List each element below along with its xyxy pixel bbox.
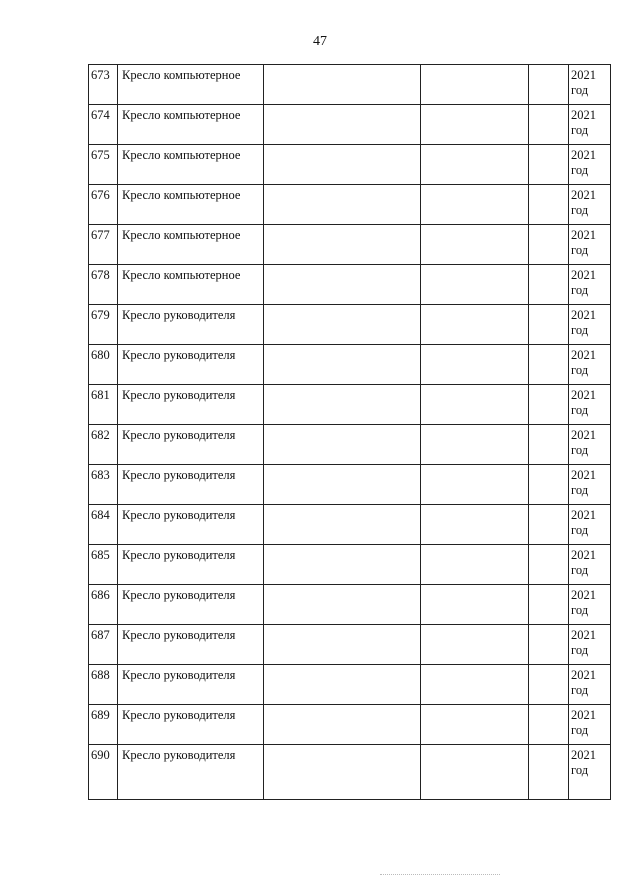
table-row <box>89 65 611 105</box>
empty-cell <box>264 65 421 105</box>
item-name-cell: Кресло руководителя <box>118 745 264 800</box>
year-cell <box>569 745 611 800</box>
year-unit: год <box>571 643 589 657</box>
table-row <box>89 425 611 465</box>
item-name-cell: Кресло руководителя <box>118 385 264 425</box>
year-cell <box>569 545 611 585</box>
item-name-cell: Кресло компьютерное <box>118 105 264 145</box>
empty-cell <box>421 585 529 625</box>
row-number-cell: 677 <box>89 225 118 265</box>
year-unit: год <box>571 523 589 537</box>
year-unit: год <box>571 443 589 457</box>
empty-cell <box>529 585 569 625</box>
empty-cell <box>264 505 421 545</box>
page-number: 47 <box>313 34 327 49</box>
empty-cell <box>529 465 569 505</box>
empty-cell <box>529 665 569 705</box>
empty-cell <box>529 625 569 665</box>
item-name-cell: Кресло руководителя <box>118 625 264 665</box>
empty-cell <box>421 185 529 225</box>
year-unit: год <box>571 323 589 337</box>
empty-cell <box>421 625 529 665</box>
row-number-cell: 690 <box>89 745 118 800</box>
year-value: 2021 <box>571 388 596 402</box>
year-cell <box>569 665 611 705</box>
year-value: 2021 <box>571 268 596 282</box>
year-unit: год <box>571 203 589 217</box>
row-number-cell: 688 <box>89 665 118 705</box>
row-number-cell: 680 <box>89 345 118 385</box>
empty-cell <box>421 145 529 185</box>
item-name-cell: Кресло компьютерное <box>118 65 264 105</box>
empty-cell <box>264 265 421 305</box>
empty-cell <box>421 385 529 425</box>
empty-cell <box>421 705 529 745</box>
item-name-cell: Кресло руководителя <box>118 545 264 585</box>
empty-cell <box>529 185 569 225</box>
year-cell <box>569 625 611 665</box>
year-cell <box>569 185 611 225</box>
empty-cell <box>529 425 569 465</box>
footer-scan-mark <box>380 874 500 875</box>
item-name-cell: Кресло руководителя <box>118 305 264 345</box>
table-row <box>89 265 611 305</box>
empty-cell <box>264 665 421 705</box>
table-row <box>89 185 611 225</box>
table-row <box>89 585 611 625</box>
empty-cell <box>264 705 421 745</box>
row-number-cell: 684 <box>89 505 118 545</box>
year-cell <box>569 345 611 385</box>
row-number-cell: 676 <box>89 185 118 225</box>
item-name-cell: Кресло компьютерное <box>118 225 264 265</box>
item-name-cell: Кресло руководителя <box>118 665 264 705</box>
year-value: 2021 <box>571 588 596 602</box>
year-unit: год <box>571 483 589 497</box>
year-unit: год <box>571 563 589 577</box>
item-name-cell: Кресло руководителя <box>118 505 264 545</box>
empty-cell <box>529 105 569 145</box>
table-row <box>89 345 611 385</box>
year-unit: год <box>571 363 589 377</box>
empty-cell <box>529 385 569 425</box>
empty-cell <box>421 305 529 345</box>
empty-cell <box>529 305 569 345</box>
year-cell <box>569 145 611 185</box>
empty-cell <box>264 465 421 505</box>
year-unit: год <box>571 283 589 297</box>
empty-cell <box>529 705 569 745</box>
row-number-cell: 673 <box>89 65 118 105</box>
empty-cell <box>529 145 569 185</box>
year-unit: год <box>571 403 589 417</box>
year-cell <box>569 585 611 625</box>
empty-cell <box>264 745 421 800</box>
year-value: 2021 <box>571 68 596 82</box>
row-number-cell: 686 <box>89 585 118 625</box>
item-name-cell: Кресло руководителя <box>118 345 264 385</box>
empty-cell <box>529 745 569 800</box>
empty-cell <box>264 145 421 185</box>
year-value: 2021 <box>571 428 596 442</box>
year-cell <box>569 105 611 145</box>
year-unit: год <box>571 83 589 97</box>
empty-cell <box>529 65 569 105</box>
empty-cell <box>264 225 421 265</box>
empty-cell <box>421 65 529 105</box>
table-row <box>89 385 611 425</box>
year-unit: год <box>571 683 589 697</box>
year-value: 2021 <box>571 308 596 322</box>
year-value: 2021 <box>571 348 596 362</box>
year-cell <box>569 65 611 105</box>
empty-cell <box>264 585 421 625</box>
table-row <box>89 305 611 345</box>
empty-cell <box>421 745 529 800</box>
empty-cell <box>264 425 421 465</box>
table-row <box>89 545 611 585</box>
table-row <box>89 145 611 185</box>
year-unit: год <box>571 723 589 737</box>
item-name-cell: Кресло компьютерное <box>118 185 264 225</box>
year-cell <box>569 425 611 465</box>
empty-cell <box>421 665 529 705</box>
empty-cell <box>421 105 529 145</box>
table-row <box>89 705 611 745</box>
year-cell <box>569 385 611 425</box>
year-value: 2021 <box>571 468 596 482</box>
year-value: 2021 <box>571 708 596 722</box>
year-value: 2021 <box>571 628 596 642</box>
year-value: 2021 <box>571 508 596 522</box>
year-cell <box>569 705 611 745</box>
inventory-table-body <box>89 65 611 800</box>
table-row <box>89 505 611 545</box>
item-name-cell: Кресло компьютерное <box>118 265 264 305</box>
empty-cell <box>421 545 529 585</box>
empty-cell <box>421 345 529 385</box>
empty-cell <box>264 305 421 345</box>
empty-cell <box>421 265 529 305</box>
empty-cell <box>264 185 421 225</box>
inventory-table <box>88 64 611 800</box>
row-number-cell: 678 <box>89 265 118 305</box>
year-value: 2021 <box>571 228 596 242</box>
empty-cell <box>421 225 529 265</box>
year-cell <box>569 225 611 265</box>
item-name-cell: Кресло руководителя <box>118 585 264 625</box>
year-unit: год <box>571 243 589 257</box>
table-row <box>89 625 611 665</box>
empty-cell <box>529 545 569 585</box>
empty-cell <box>529 505 569 545</box>
row-number-cell: 683 <box>89 465 118 505</box>
item-name-cell: Кресло руководителя <box>118 425 264 465</box>
year-cell <box>569 265 611 305</box>
row-number-cell: 674 <box>89 105 118 145</box>
empty-cell <box>264 385 421 425</box>
year-cell <box>569 505 611 545</box>
table-row <box>89 745 611 800</box>
item-name-cell: Кресло руководителя <box>118 465 264 505</box>
row-number-cell: 681 <box>89 385 118 425</box>
table-row <box>89 105 611 145</box>
empty-cell <box>421 505 529 545</box>
year-unit: год <box>571 123 589 137</box>
item-name-cell: Кресло руководителя <box>118 705 264 745</box>
table-row <box>89 665 611 705</box>
empty-cell <box>529 225 569 265</box>
year-unit: год <box>571 163 589 177</box>
item-name-cell: Кресло компьютерное <box>118 145 264 185</box>
empty-cell <box>264 345 421 385</box>
year-cell <box>569 465 611 505</box>
table-row <box>89 465 611 505</box>
year-value: 2021 <box>571 548 596 562</box>
empty-cell <box>264 105 421 145</box>
row-number-cell: 679 <box>89 305 118 345</box>
empty-cell <box>421 425 529 465</box>
year-unit: год <box>571 603 589 617</box>
table-row <box>89 225 611 265</box>
empty-cell <box>421 465 529 505</box>
row-number-cell: 685 <box>89 545 118 585</box>
row-number-cell: 687 <box>89 625 118 665</box>
year-value: 2021 <box>571 668 596 682</box>
year-value: 2021 <box>571 148 596 162</box>
row-number-cell: 689 <box>89 705 118 745</box>
row-number-cell: 675 <box>89 145 118 185</box>
year-cell <box>569 305 611 345</box>
empty-cell <box>529 345 569 385</box>
year-value: 2021 <box>571 748 596 762</box>
empty-cell <box>529 265 569 305</box>
year-value: 2021 <box>571 108 596 122</box>
empty-cell <box>264 625 421 665</box>
empty-cell <box>264 545 421 585</box>
row-number-cell: 682 <box>89 425 118 465</box>
year-unit: год <box>571 763 589 777</box>
year-value: 2021 <box>571 188 596 202</box>
